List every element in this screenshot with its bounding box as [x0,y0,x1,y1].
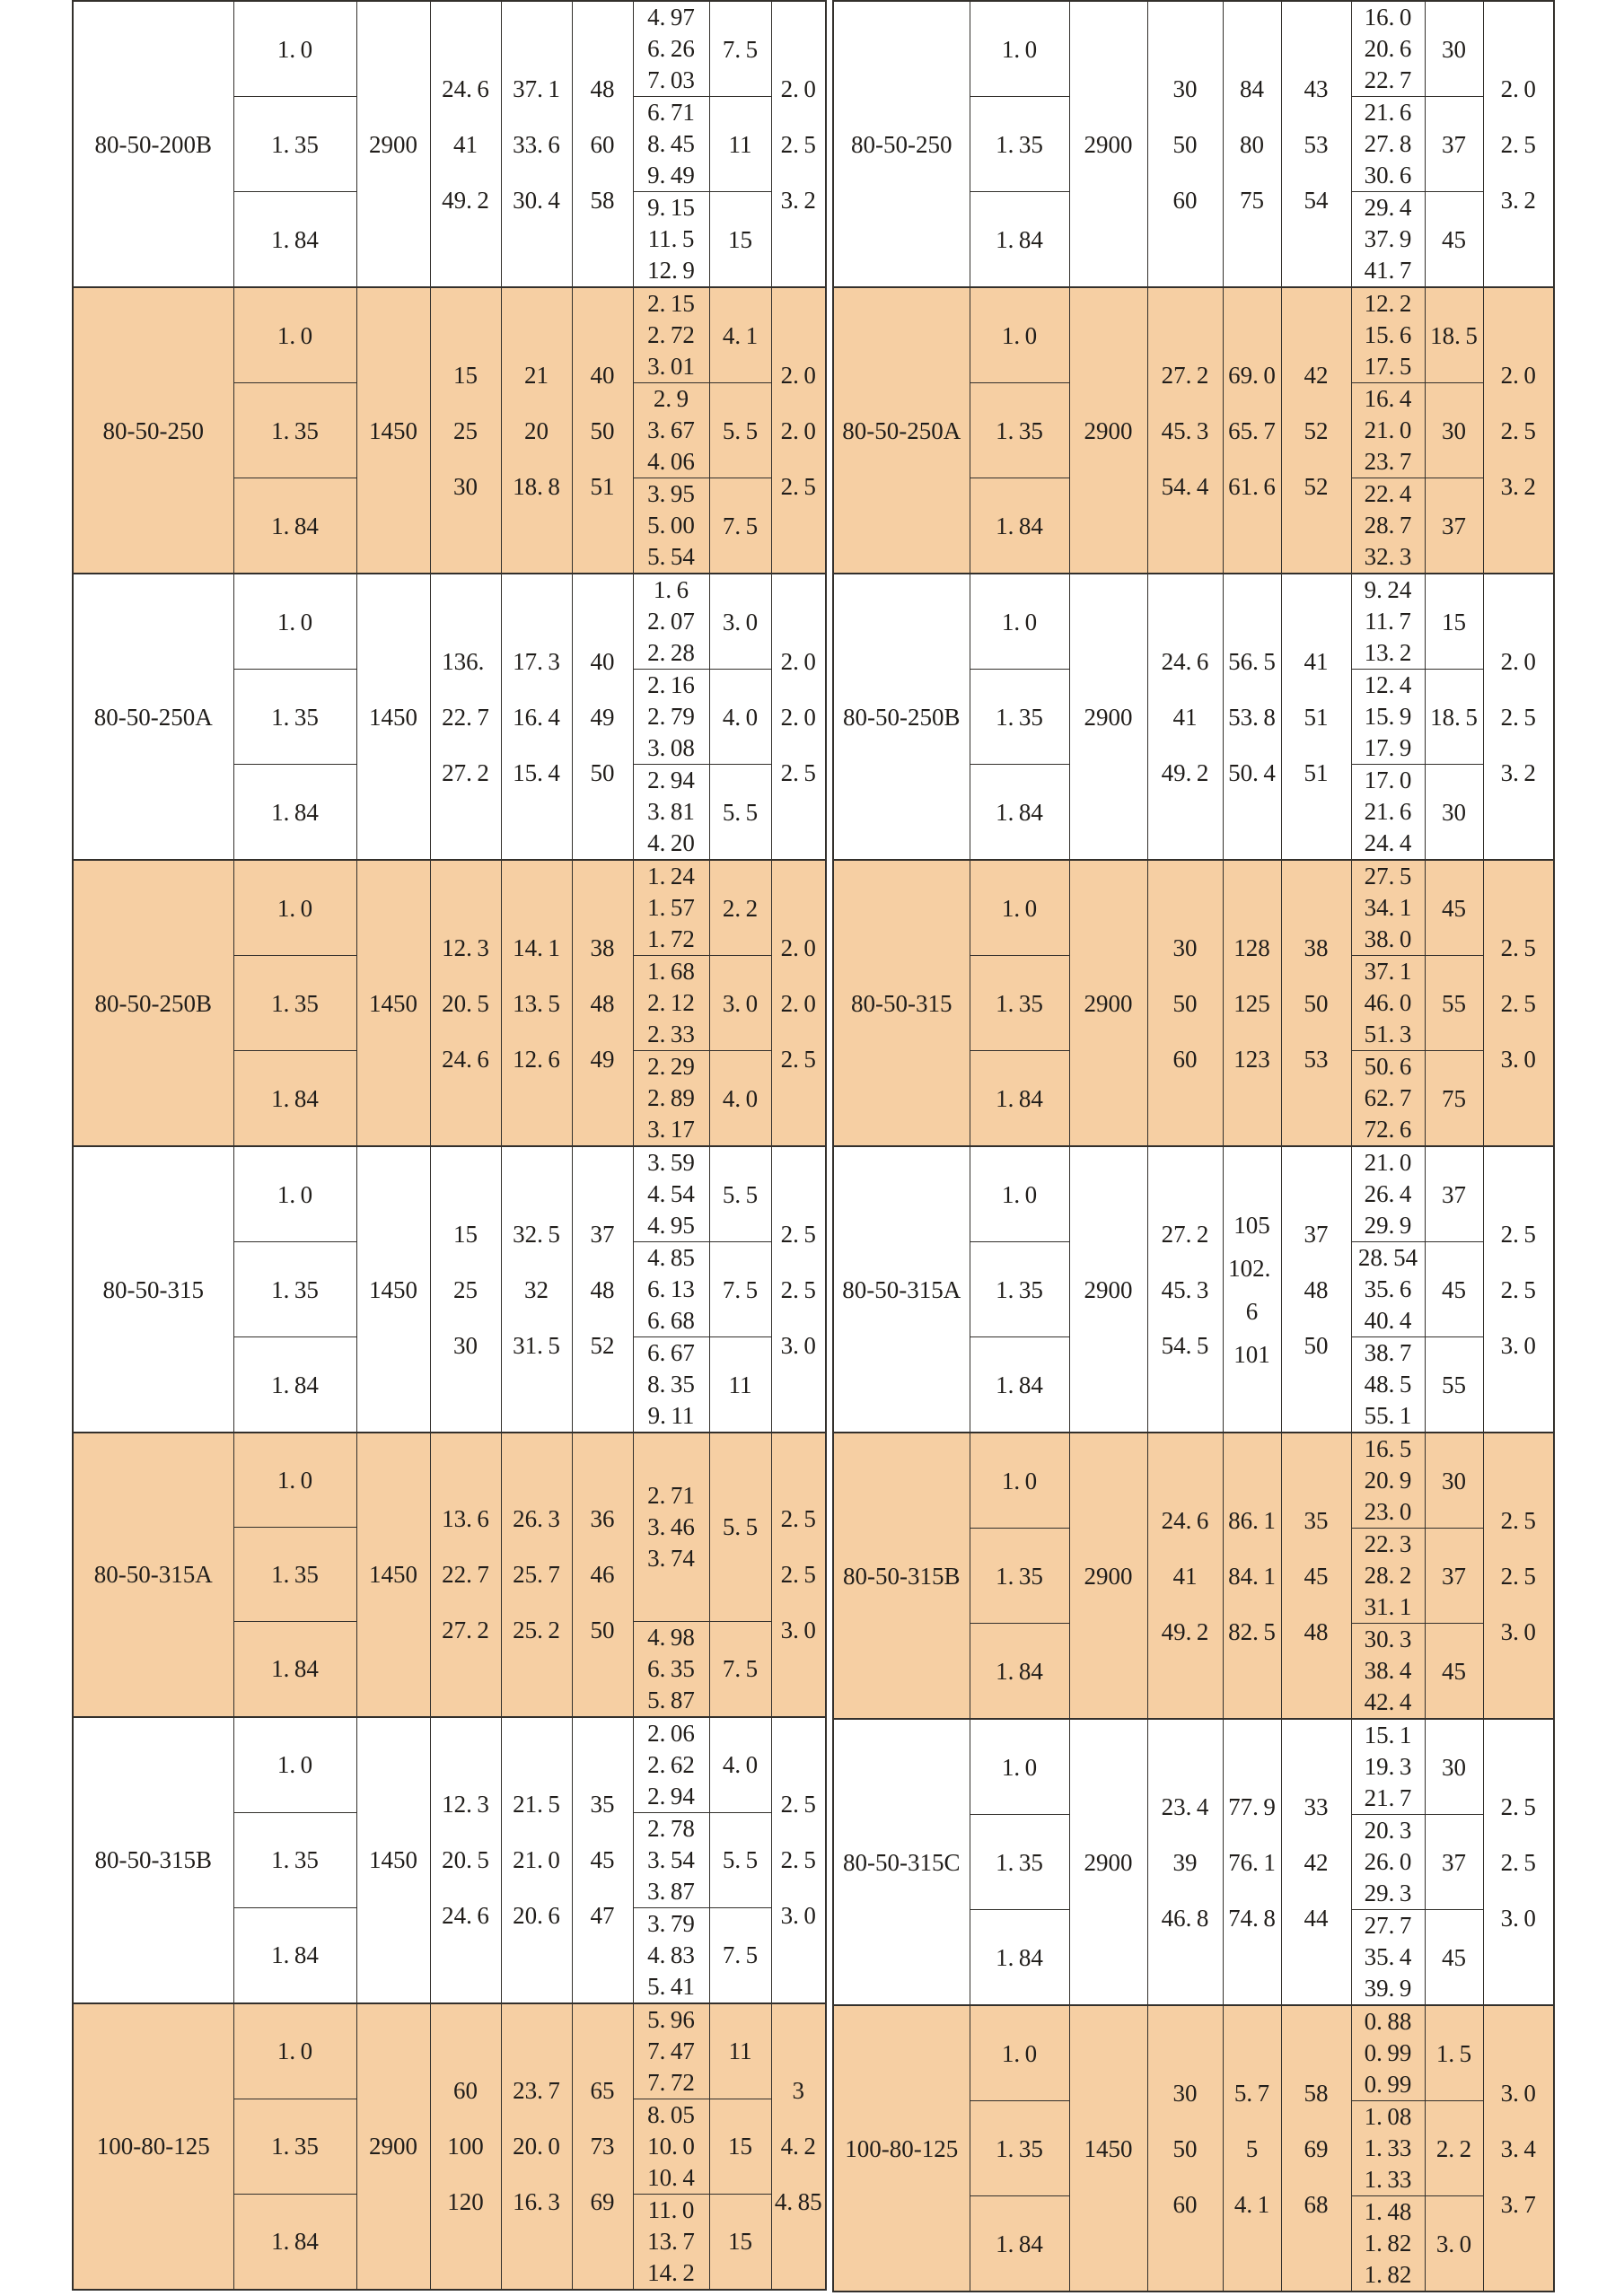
flow-cell: 15 25 30 [430,1146,501,1433]
efficiency-cell: 40 50 51 [572,287,633,574]
ratio-cell: 1. 35 [970,956,1069,1051]
ratio-cell: 1. 0 [233,2003,356,2099]
ratio-cell: 1. 84 [970,765,1069,861]
ratio-cell: 1. 0 [970,1433,1069,1529]
speed-cell: 2900 [1069,860,1147,1146]
efficiency-cell: 37 48 52 [572,1146,633,1433]
motor-power-cell: 5. 5 [709,1433,771,1621]
table-row [833,574,1554,670]
npsh-cell: 2. 5 2. 5 3. 0 [1483,1719,1554,2005]
speed-cell: 2900 [1069,287,1147,574]
motor-power-cell: 4. 0 [709,670,771,765]
flow-cell: 24. 6 41 49. 2 [430,1,501,287]
power-cell: 6. 67 8. 35 9. 11 [633,1337,709,1433]
power-cell: 2. 15 2. 72 3. 01 [633,287,709,383]
power-cell: 8. 05 10. 0 10. 4 [633,2099,709,2194]
table-row [833,860,1554,956]
power-cell: 11. 0 13. 7 14. 2 [633,2194,709,2290]
motor-power-cell: 37 [1425,1146,1483,1242]
motor-power-cell: 30 [1425,1433,1483,1529]
power-cell: 29. 4 37. 9 41. 7 [1351,192,1425,288]
motor-power-cell: 75 [1425,1051,1483,1147]
ratio-cell: 1. 0 [233,1,356,97]
head-cell: 69. 0 65. 7 61. 6 [1223,287,1281,574]
motor-power-cell: 3. 0 [1425,2196,1483,2292]
power-cell: 3. 79 4. 83 5. 41 [633,1907,709,2003]
motor-power-cell: 5. 5 [709,1146,771,1242]
motor-power-cell: 55 [1425,956,1483,1051]
ratio-cell: 1. 0 [970,1719,1069,1815]
npsh-cell: 2. 5 2. 5 3. 0 [771,1433,826,1717]
ratio-cell: 1. 0 [970,574,1069,670]
motor-power-cell: 11 [709,1337,771,1433]
model-cell: 100-80-125 [73,2003,233,2290]
flow-cell: 12. 3 20. 5 24. 6 [430,860,501,1146]
power-cell: 1. 24 1. 57 1. 72 [633,860,709,956]
speed-cell: 1450 [1069,2005,1147,2292]
speed-cell: 1450 [356,1146,430,1433]
power-cell: 1. 48 1. 82 1. 82 [1351,2196,1425,2292]
speed-cell: 1450 [356,287,430,574]
motor-power-cell: 37 [1425,478,1483,574]
motor-power-cell: 7. 5 [709,1,771,97]
ratio-cell: 1. 0 [233,1433,356,1527]
power-cell: 2. 29 2. 89 3. 17 [633,1051,709,1147]
model-cell: 80-50-315B [73,1717,233,2003]
motor-power-cell: 30 [1425,1719,1483,1815]
npsh-cell: 2. 5 2. 5 3. 0 [771,1146,826,1433]
efficiency-cell: 37 48 50 [1281,1146,1351,1433]
table-row [73,1146,826,1242]
motor-power-cell: 7. 5 [709,1621,771,1717]
speed-cell: 2900 [1069,1,1147,287]
ratio-cell: 1. 84 [233,1051,356,1147]
model-cell: 80-50-315B [833,1433,970,1719]
power-cell: 5. 96 7. 47 7. 72 [633,2003,709,2099]
table-row [833,2005,1554,2101]
power-cell: 2. 71 3. 46 3. 74 [633,1433,709,1621]
motor-power-cell: 37 [1425,1815,1483,1910]
npsh-cell: 2. 5 2. 5 3. 0 [1483,860,1554,1146]
ratio-cell: 1. 0 [233,1146,356,1242]
flow-cell: 27. 2 45. 3 54. 5 [1147,1146,1223,1433]
ratio-cell: 1. 0 [233,860,356,956]
power-cell: 16. 5 20. 9 23. 0 [1351,1433,1425,1529]
motor-power-cell: 55 [1425,1337,1483,1433]
flow-cell: 136. 22. 7 27. 2 [430,574,501,860]
efficiency-cell: 48 60 58 [572,1,633,287]
table-row [833,1719,1554,1815]
power-cell: 22. 4 28. 7 32. 3 [1351,478,1425,574]
motor-power-cell: 45 [1425,860,1483,956]
flow-cell: 23. 4 39 46. 8 [1147,1719,1223,2005]
motor-power-cell: 2. 2 [709,860,771,956]
head-cell: 56. 5 53. 8 50. 4 [1223,574,1281,860]
ratio-cell: 1. 0 [233,574,356,670]
power-cell: 2. 06 2. 62 2. 94 [633,1717,709,1813]
motor-power-cell: 3. 0 [709,574,771,670]
ratio-cell: 1. 84 [970,478,1069,574]
ratio-cell: 1. 35 [970,1815,1069,1910]
head-cell: 84 80 75 [1223,1,1281,287]
head-cell: 32. 5 32 31. 5 [501,1146,572,1433]
motor-power-cell: 4. 0 [709,1717,771,1813]
power-cell: 2. 78 3. 54 3. 87 [633,1812,709,1907]
ratio-cell: 1. 84 [970,1337,1069,1433]
efficiency-cell: 33 42 44 [1281,1719,1351,2005]
ratio-cell: 1. 0 [970,860,1069,956]
power-cell: 1. 68 2. 12 2. 33 [633,956,709,1051]
efficiency-cell: 58 69 68 [1281,2005,1351,2292]
npsh-cell: 2. 0 2. 5 3. 2 [1483,1,1554,287]
flow-cell: 30 50 60 [1147,860,1223,1146]
ratio-cell: 1. 84 [233,1907,356,2003]
flow-cell: 30 50 60 [1147,2005,1223,2292]
table-row [833,1433,1554,1529]
ratio-cell: 1. 0 [233,1717,356,1813]
head-cell: 128 125 123 [1223,860,1281,1146]
power-cell: 22. 3 28. 2 31. 1 [1351,1529,1425,1624]
power-cell: 6. 71 8. 45 9. 49 [633,97,709,192]
efficiency-cell: 42 52 52 [1281,287,1351,574]
ratio-cell: 1. 35 [233,1812,356,1907]
motor-power-cell: 11 [709,97,771,192]
flow-cell: 60 100 120 [430,2003,501,2290]
model-cell: 80-50-200B [73,1,233,287]
power-cell: 0. 88 0. 99 0. 99 [1351,2005,1425,2101]
power-cell: 21. 0 26. 4 29. 9 [1351,1146,1425,1242]
table-row [73,574,826,670]
power-cell: 9. 24 11. 7 13. 2 [1351,574,1425,670]
ratio-cell: 1. 35 [970,97,1069,192]
efficiency-cell: 35 45 48 [1281,1433,1351,1719]
speed-cell: 2900 [1069,1719,1147,2005]
efficiency-cell: 38 50 53 [1281,860,1351,1146]
head-cell: 105 102. 6 101 [1223,1146,1281,1433]
power-cell: 4. 85 6. 13 6. 68 [633,1242,709,1337]
ratio-cell: 1. 35 [233,2099,356,2194]
power-cell: 21. 6 27. 8 30. 6 [1351,97,1425,192]
power-cell: 3. 59 4. 54 4. 95 [633,1146,709,1242]
ratio-cell: 1. 84 [970,2196,1069,2292]
ratio-cell: 1. 35 [970,1242,1069,1337]
ratio-cell: 1. 35 [233,956,356,1051]
flow-cell: 12. 3 20. 5 24. 6 [430,1717,501,2003]
efficiency-cell: 35 45 47 [572,1717,633,2003]
power-cell: 27. 7 35. 4 39. 9 [1351,1910,1425,2006]
model-cell: 80-50-315 [833,860,970,1146]
motor-power-cell: 45 [1425,1624,1483,1720]
motor-power-cell: 15 [709,192,771,288]
model-cell: 80-50-315 [73,1146,233,1433]
efficiency-cell: 43 53 54 [1281,1,1351,287]
ratio-cell: 1. 35 [970,1529,1069,1624]
ratio-cell: 1. 84 [970,192,1069,288]
head-cell: 37. 1 33. 6 30. 4 [501,1,572,287]
ratio-cell: 1. 35 [233,1242,356,1337]
flow-cell: 27. 2 45. 3 54. 4 [1147,287,1223,574]
flow-cell: 15 25 30 [430,287,501,574]
model-cell: 80-50-250B [833,574,970,860]
table-row [73,1433,826,1527]
model-cell: 100-80-125 [833,2005,970,2292]
efficiency-cell: 36 46 50 [572,1433,633,1717]
ratio-cell: 1. 84 [970,1051,1069,1147]
npsh-cell: 3. 0 3. 4 3. 7 [1483,2005,1554,2292]
motor-power-cell: 37 [1425,1529,1483,1624]
table-wrap [72,0,1555,2292]
table-row [833,1146,1554,1242]
speed-cell: 1450 [356,1433,430,1717]
pump-spec-table-right [832,0,1555,2292]
power-cell: 17. 0 21. 6 24. 4 [1351,765,1425,861]
head-cell: 77. 9 76. 1 74. 8 [1223,1719,1281,2005]
motor-power-cell: 2. 2 [1425,2101,1483,2196]
motor-power-cell: 30 [1425,765,1483,861]
power-cell: 4. 97 6. 26 7. 03 [633,1,709,97]
head-cell: 23. 7 20. 0 16. 3 [501,2003,572,2290]
npsh-cell: 2. 0 2. 0 2. 5 [771,574,826,860]
power-cell: 16. 4 21. 0 23. 7 [1351,383,1425,478]
motor-power-cell: 37 [1425,97,1483,192]
table-row [73,1717,826,1813]
motor-power-cell: 15 [1425,574,1483,670]
flow-cell: 30 50 60 [1147,1,1223,287]
power-cell: 12. 2 15. 6 17. 5 [1351,287,1425,383]
power-cell: 38. 7 48. 5 55. 1 [1351,1337,1425,1433]
model-cell: 80-50-250 [833,1,970,287]
motor-power-cell: 18. 5 [1425,670,1483,765]
npsh-cell: 2. 0 2. 0 2. 5 [771,287,826,574]
power-cell: 1. 6 2. 07 2. 28 [633,574,709,670]
model-cell: 80-50-250A [833,287,970,574]
model-cell: 80-50-250 [73,287,233,574]
pump-spec-table-left [72,0,827,2291]
npsh-cell: 2. 5 2. 5 3. 0 [1483,1146,1554,1433]
ratio-cell: 1. 0 [970,2005,1069,2101]
ratio-cell: 1. 35 [233,1527,356,1621]
head-cell: 21 20 18. 8 [501,287,572,574]
head-cell: 14. 1 13. 5 12. 6 [501,860,572,1146]
motor-power-cell: 45 [1425,1910,1483,2006]
speed-cell: 1450 [356,860,430,1146]
motor-power-cell: 7. 5 [709,1242,771,1337]
ratio-cell: 1. 84 [233,192,356,288]
head-cell: 86. 1 84. 1 82. 5 [1223,1433,1281,1719]
ratio-cell: 1. 35 [970,670,1069,765]
motor-power-cell: 15 [709,2099,771,2194]
motor-power-cell: 4. 1 [709,287,771,383]
ratio-cell: 1. 84 [233,1337,356,1433]
efficiency-cell: 40 49 50 [572,574,633,860]
motor-power-cell: 45 [1425,1242,1483,1337]
power-cell: 1. 08 1. 33 1. 33 [1351,2101,1425,2196]
speed-cell: 1450 [356,574,430,860]
speed-cell: 2900 [1069,1433,1147,1719]
motor-power-cell: 11 [709,2003,771,2099]
model-cell: 80-50-315A [833,1146,970,1433]
motor-power-cell: 4. 0 [709,1051,771,1147]
ratio-cell: 1. 0 [970,287,1069,383]
motor-power-cell: 5. 5 [709,383,771,478]
efficiency-cell: 65 73 69 [572,2003,633,2290]
table-row [73,1,826,97]
table-row [833,1,1554,97]
ratio-cell: 1. 35 [233,383,356,478]
motor-power-cell: 30 [1425,383,1483,478]
ratio-cell: 1. 35 [970,383,1069,478]
power-cell: 9. 15 11. 5 12. 9 [633,192,709,288]
motor-power-cell: 45 [1425,192,1483,288]
power-cell: 37. 1 46. 0 51. 3 [1351,956,1425,1051]
ratio-cell: 1. 35 [233,97,356,192]
efficiency-cell: 38 48 49 [572,860,633,1146]
power-cell: 16. 0 20. 6 22. 7 [1351,1,1425,97]
efficiency-cell: 41 51 51 [1281,574,1351,860]
npsh-cell: 2. 0 2. 5 3. 2 [1483,574,1554,860]
motor-power-cell: 5. 5 [709,765,771,861]
speed-cell: 2900 [356,1,430,287]
ratio-cell: 1. 35 [970,2101,1069,2196]
ratio-cell: 1. 84 [233,1621,356,1717]
power-cell: 15. 1 19. 3 21. 7 [1351,1719,1425,1815]
npsh-cell: 2. 0 2. 0 2. 5 [771,860,826,1146]
ratio-cell: 1. 0 [233,287,356,383]
motor-power-cell: 7. 5 [709,478,771,574]
ratio-cell: 1. 84 [233,2194,356,2290]
motor-power-cell: 3. 0 [709,956,771,1051]
power-cell: 27. 5 34. 1 38. 0 [1351,860,1425,956]
head-cell: 17. 3 16. 4 15. 4 [501,574,572,860]
model-cell: 80-50-250A [73,574,233,860]
power-cell: 4. 98 6. 35 5. 87 [633,1621,709,1717]
power-cell: 30. 3 38. 4 42. 4 [1351,1624,1425,1720]
table-row [73,2003,826,2099]
head-cell: 21. 5 21. 0 20. 6 [501,1717,572,2003]
power-cell: 3. 95 5. 00 5. 54 [633,478,709,574]
ratio-cell: 1. 0 [970,1146,1069,1242]
motor-power-cell: 15 [709,2194,771,2290]
motor-power-cell: 18. 5 [1425,287,1483,383]
npsh-cell: 2. 5 2. 5 3. 0 [1483,1433,1554,1719]
speed-cell: 2900 [1069,574,1147,860]
table-row [73,860,826,956]
head-cell: 5. 7 5 4. 1 [1223,2005,1281,2292]
motor-power-cell: 30 [1425,1,1483,97]
flow-cell: 24. 6 41 49. 2 [1147,1433,1223,1719]
npsh-cell: 2. 5 2. 5 3. 0 [771,1717,826,2003]
power-cell: 20. 3 26. 0 29. 3 [1351,1815,1425,1910]
flow-cell: 24. 6 41 49. 2 [1147,574,1223,860]
npsh-cell: 2. 0 2. 5 3. 2 [1483,287,1554,574]
power-cell: 2. 9 3. 67 4. 06 [633,383,709,478]
speed-cell: 2900 [356,2003,430,2290]
motor-power-cell: 5. 5 [709,1812,771,1907]
ratio-cell: 1. 84 [970,1624,1069,1720]
model-cell: 80-50-250B [73,860,233,1146]
power-cell: 12. 4 15. 9 17. 9 [1351,670,1425,765]
head-cell: 26. 3 25. 7 25. 2 [501,1433,572,1717]
power-cell: 50. 6 62. 7 72. 6 [1351,1051,1425,1147]
ratio-cell: 1. 35 [233,670,356,765]
ratio-cell: 1. 84 [233,478,356,574]
npsh-cell: 3 4. 2 4. 85 [771,2003,826,2290]
ratio-cell: 1. 84 [233,765,356,861]
model-cell: 80-50-315A [73,1433,233,1717]
npsh-cell: 2. 0 2. 5 3. 2 [771,1,826,287]
motor-power-cell: 1. 5 [1425,2005,1483,2101]
table-row [73,287,826,383]
power-cell: 28. 54 35. 6 40. 4 [1351,1242,1425,1337]
power-cell: 2. 16 2. 79 3. 08 [633,670,709,765]
model-cell: 80-50-315C [833,1719,970,2005]
flow-cell: 13. 6 22. 7 27. 2 [430,1433,501,1717]
speed-cell: 1450 [356,1717,430,2003]
power-cell: 2. 94 3. 81 4. 20 [633,765,709,861]
table-row [833,287,1554,383]
ratio-cell: 1. 84 [970,1910,1069,2006]
motor-power-cell: 7. 5 [709,1907,771,2003]
speed-cell: 2900 [1069,1146,1147,1433]
ratio-cell: 1. 0 [970,1,1069,97]
